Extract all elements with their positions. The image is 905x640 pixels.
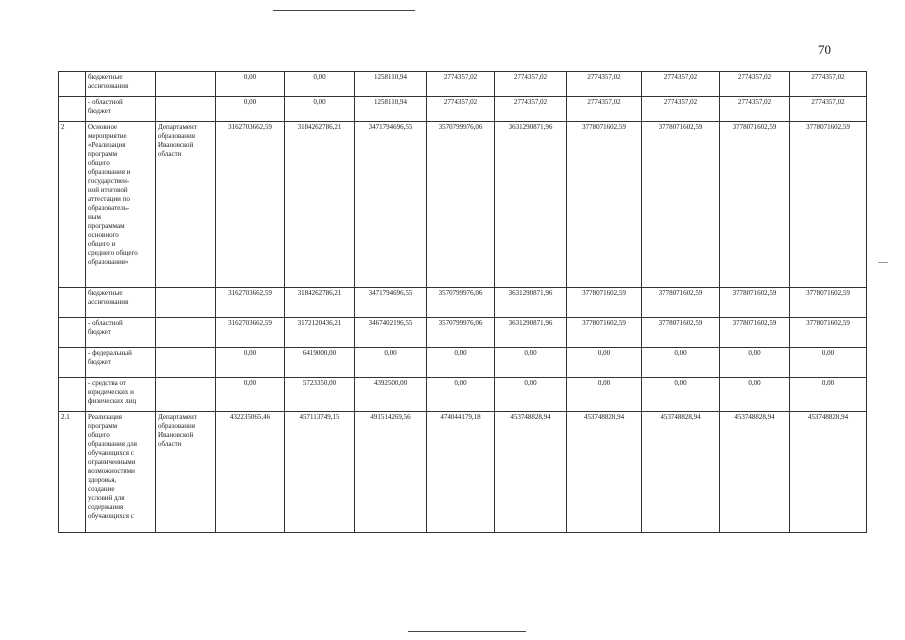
table-cell: 3631290871,96: [495, 122, 567, 288]
table-cell: 3162703662,59: [216, 288, 285, 318]
table-row: [59, 412, 867, 533]
table-cell: 3570799976,06: [427, 122, 495, 288]
table-cell: 3570799976,06: [427, 288, 495, 318]
table-cell: 2774357,02: [427, 97, 495, 122]
table-cell: 432235065,46: [216, 412, 285, 533]
page-number: 70: [818, 42, 831, 57]
table-cell: 3778071602,59: [790, 318, 867, 348]
table-cell: 457113749,15: [285, 412, 355, 533]
table-cell: 3162703662,59: [216, 318, 285, 348]
row-name: - областной бюджет: [88, 98, 123, 115]
table-cell: 2774357,02: [720, 97, 790, 122]
table-cell: 0,00: [427, 378, 495, 412]
row-name: - областной бюджет: [88, 319, 123, 336]
table-cell: 3172120436,21: [285, 318, 355, 348]
table-cell: 453748828,94: [790, 412, 867, 533]
table-row: [59, 318, 867, 348]
table-cell: 3778071602,59: [567, 122, 642, 288]
table-cell: 3778071602,59: [642, 318, 720, 348]
row-index: [59, 72, 86, 97]
table-cell: 453748828,94: [642, 412, 720, 533]
table-cell: 2774357,02: [642, 97, 720, 122]
table-cell: 3631290871,96: [495, 288, 567, 318]
table-cell: 3778071602,59: [642, 122, 720, 288]
table-cell: 2774357,02: [790, 72, 867, 97]
table-cell: 3570799976,06: [427, 318, 495, 348]
table-cell: 3778071602,59: [567, 288, 642, 318]
table-cell: 0,00: [285, 97, 355, 122]
row-name: - федеральный бюджет: [88, 349, 132, 366]
table-cell: 453748828,94: [495, 412, 567, 533]
table-cell: 0,00: [720, 378, 790, 412]
table-cell: 3778071602,59: [720, 318, 790, 348]
table-cell: 1258110,94: [355, 97, 427, 122]
table-cell: 0,00: [642, 348, 720, 378]
table-cell: 3778071602,59: [720, 122, 790, 288]
bottom-rule: [408, 631, 526, 632]
row-name: бюджетные ассигнования: [88, 73, 129, 90]
table-cell: 0,00: [642, 378, 720, 412]
table-cell: 3162703662,59: [216, 122, 285, 288]
table-cell: 0,00: [495, 348, 567, 378]
table-cell: 2774357,02: [495, 72, 567, 97]
table-cell: 6419000,00: [285, 348, 355, 378]
table-row: [59, 122, 867, 288]
row-index: [59, 97, 86, 122]
budget-table: [58, 71, 867, 533]
row-index: [59, 348, 86, 378]
table-cell: 0,00: [216, 378, 285, 412]
table-cell: 491514269,56: [355, 412, 427, 533]
table-cell: 3778071602,59: [720, 288, 790, 318]
row-name: Реализация программ общего образования для обучающихся с ограниченными возможностями здоровья, создание условий для содержания обучающихся с: [88, 413, 137, 520]
table-cell: 3631290871,96: [495, 318, 567, 348]
table-cell: 3778071602,59: [790, 288, 867, 318]
row-executor: Департамент образования Ивановской области: [158, 413, 197, 448]
table-cell: 0,00: [216, 97, 285, 122]
table-cell: 3778071602,59: [790, 122, 867, 288]
table-cell: 2774357,02: [567, 72, 642, 97]
table-cell: 0,00: [567, 378, 642, 412]
table-cell: 3471794696,55: [355, 288, 427, 318]
table-cell: 2774357,02: [642, 72, 720, 97]
table-cell: 3778071602,59: [567, 318, 642, 348]
table-cell: 2774357,02: [427, 72, 495, 97]
table-cell: 2774357,02: [495, 97, 567, 122]
row-index: [59, 318, 86, 348]
row-name: Основное мероприятие «Реализация программ общего образования и государствен- ной итоговой аттестации по образователь- ным программам основного общего и среднего общего образования»: [88, 123, 138, 266]
side-mark: [878, 262, 888, 263]
table-cell: 0,00: [495, 378, 567, 412]
row-name: - средства от юридических и физических лиц: [88, 379, 137, 405]
row-index: 2: [59, 122, 86, 288]
table-cell: 0,00: [720, 348, 790, 378]
table-cell: 2774357,02: [790, 97, 867, 122]
top-rule: [273, 10, 415, 11]
row-index: 2.1: [59, 412, 86, 533]
table-cell: 3471794696,55: [355, 122, 427, 288]
table-cell: 0,00: [285, 72, 355, 97]
table-cell: 0,00: [216, 72, 285, 97]
table-cell: 3467402196,55: [355, 318, 427, 348]
table-cell: 0,00: [355, 348, 427, 378]
table-cell: 0,00: [790, 348, 867, 378]
table-row: [59, 288, 867, 318]
table-row: [59, 72, 867, 97]
table-row: [59, 97, 867, 122]
table-cell: 474044179,18: [427, 412, 495, 533]
table-row: [59, 378, 867, 412]
row-index: [59, 288, 86, 318]
table-cell: 0,00: [567, 348, 642, 378]
table-cell: 453748828,94: [567, 412, 642, 533]
table-cell: 3778071602,59: [642, 288, 720, 318]
table-cell: 2774357,02: [720, 72, 790, 97]
table-row: [59, 348, 867, 378]
table-cell: 3184262786,21: [285, 122, 355, 288]
table-cell: 2774357,02: [567, 97, 642, 122]
table-cell: 0,00: [427, 348, 495, 378]
table-cell: 1258110,94: [355, 72, 427, 97]
row-executor: Департамент образования Ивановской области: [158, 123, 197, 158]
table-cell: 453748828,94: [720, 412, 790, 533]
row-name: бюджетные ассигнования: [88, 289, 129, 306]
table-cell: 0,00: [216, 348, 285, 378]
table-cell: 5723350,00: [285, 378, 355, 412]
table-cell: 3184262786,21: [285, 288, 355, 318]
table-cell: 0,00: [790, 378, 867, 412]
row-index: [59, 378, 86, 412]
table-cell: 4392500,00: [355, 378, 427, 412]
